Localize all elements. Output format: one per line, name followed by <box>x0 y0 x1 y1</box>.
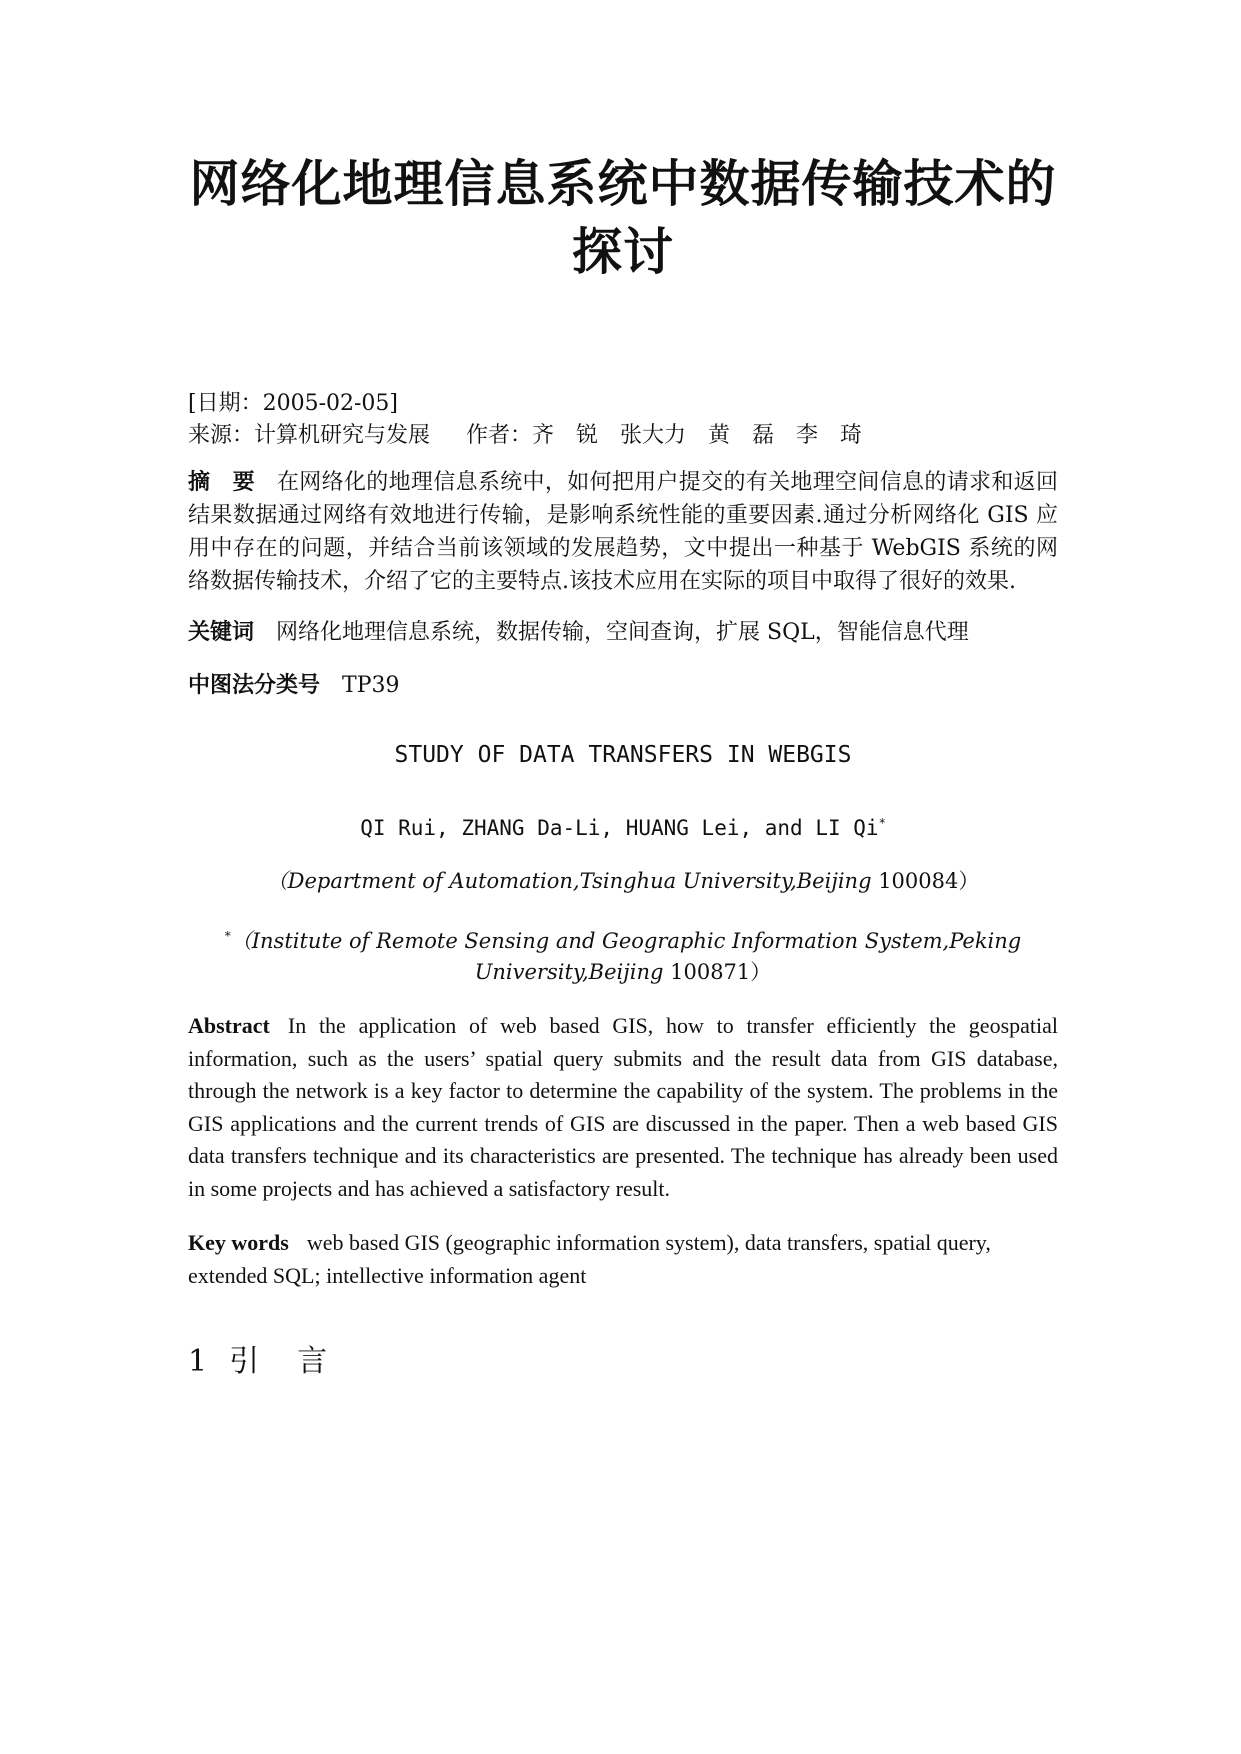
abstract-en-text: In the application of web based GIS, how to transfer efficiently the geospatial information, such as the users’ spatial query submits and the result data from GIS database, through the network is a key factor to determine the capability of the system. The problems in the GIS applications and the current trends of GIS are discussed in the paper. Then a web based GIS data transfers technique and its characteristics are presented. The technique has already been used in some projects and has achieved a satisfactory result. <box>188 1013 1058 1201</box>
affiliation-2-code: 100871） <box>663 960 772 984</box>
paper-title: 网络化地理信息系统中数据传输技术的探讨 <box>189 154 1057 281</box>
article-meta <box>188 388 1058 452</box>
keywords-en-text: web based GIS (geographic information system), data transfers, spatial query, extended SQL; intellective information agent <box>188 1230 991 1288</box>
section-title: 引 言 <box>229 1344 332 1379</box>
publish-date: [日期：2005-02-05] <box>188 391 399 416</box>
keywords-en-label: Key words <box>188 1230 289 1255</box>
classification <box>188 669 1058 702</box>
affiliation-1 <box>188 866 1058 897</box>
section-number: 1 <box>188 1344 212 1379</box>
classification-text: TP39 <box>342 673 400 698</box>
paper-page <box>188 150 1058 1380</box>
source-authors-line <box>188 420 1058 452</box>
keywords-cn <box>188 616 1058 649</box>
english-authors <box>188 816 1058 840</box>
abstract-en-label: Abstract <box>188 1013 270 1038</box>
english-title: STUDY OF DATA TRANSFERS IN WEBGIS <box>394 742 852 768</box>
keywords-cn-label: 关键词 <box>188 620 255 645</box>
affiliation-1-code: 100084） <box>871 869 980 893</box>
section-heading-1 <box>188 1336 1058 1380</box>
abstract-cn-text: 在网络化的地理信息系统中，如何把用户提交的有关地理空间信息的请求和返回结果数据通过网络有效地进行传输，是影响系统性能的重要因素.通过分析网络化 GIS 应用中存在的问题，并结合当前该领域的发展趋势，文中提出一种基于 WebGIS 系统的网络数据传输技术，介绍了它的主要特点.该技术应用在实际的项目中取得了很好的效果. <box>188 470 1058 594</box>
affiliation-2-mark: * <box>224 929 231 943</box>
keywords-en <box>188 1227 1058 1292</box>
affiliation-1-name: （Department of Automation,Tsinghua University,Beijing <box>266 869 872 893</box>
authors-cn: 作者：齐 锐 张大力 黄 磊 李 琦 <box>466 423 863 448</box>
english-authors-text: QI Rui, ZHANG Da-Li, HUANG Lei, and LI Qi <box>360 816 879 840</box>
classification-label: 中图法分类号 <box>188 673 321 698</box>
author-mark: * <box>878 816 886 830</box>
keywords-cn-text: 网络化地理信息系统，数据传输，空间查询，扩展 SQL，智能信息代理 <box>276 620 969 645</box>
abstract-cn <box>188 466 1058 598</box>
abstract-cn-label: 摘 要 <box>188 470 255 495</box>
affiliation-2-name: （Institute of Remote Sensing and Geographic Information System,Peking University,Beijing <box>230 929 1022 984</box>
abstract-en <box>188 1010 1058 1205</box>
affiliation-2 <box>188 921 1058 988</box>
source: 来源：计算机研究与发展 <box>188 423 431 448</box>
